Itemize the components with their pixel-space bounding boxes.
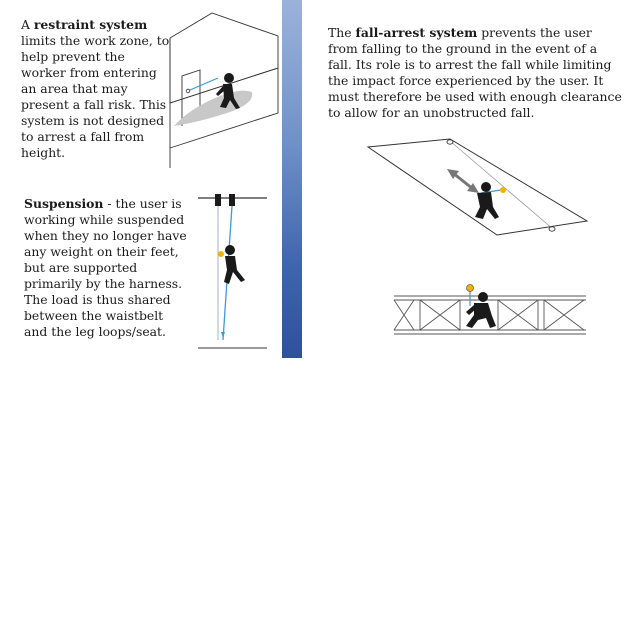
work-zone-shadow xyxy=(174,91,252,126)
worker-figure-fall-arrest xyxy=(475,182,499,219)
restraint-illustration xyxy=(160,8,280,168)
suspension-body: - the user is working while suspended when they no longer have any weight on their feet, but are supported primarily by the harness. The load is thus shared between the waistbelt and the leg loops/seat. xyxy=(24,196,187,339)
fall-arrest-body: prevents the user from falling to the ground in the event of a fall. Its role is to arrest the fall while limiting the impact force experienced by the user. It must therefore be used with enough clearance to allow for an unobstructed fall. xyxy=(328,25,622,120)
suspension-description xyxy=(24,196,189,340)
fall-arrest-description xyxy=(328,25,623,121)
suspension-illustration xyxy=(195,190,275,355)
suspension-term: Suspension xyxy=(24,196,104,211)
restraint-term: restraint system xyxy=(33,17,148,32)
restraint-lead: A xyxy=(21,17,34,32)
fall-arrest-term: fall-arrest system xyxy=(355,25,478,40)
restraint-body: limits the work zone, to help prevent the worker from entering an area that may present a fall risk. This system is not designed to arrest a fall from height. xyxy=(21,33,170,160)
fall-arrest-plane-illustration xyxy=(365,135,590,240)
truss-illustration xyxy=(390,282,590,342)
section-divider xyxy=(282,0,302,358)
worker-figure-suspended xyxy=(224,245,245,284)
fall-arrest-lead: The xyxy=(328,25,356,40)
double-arrow-icon xyxy=(447,169,479,193)
restraint-description xyxy=(21,17,171,161)
